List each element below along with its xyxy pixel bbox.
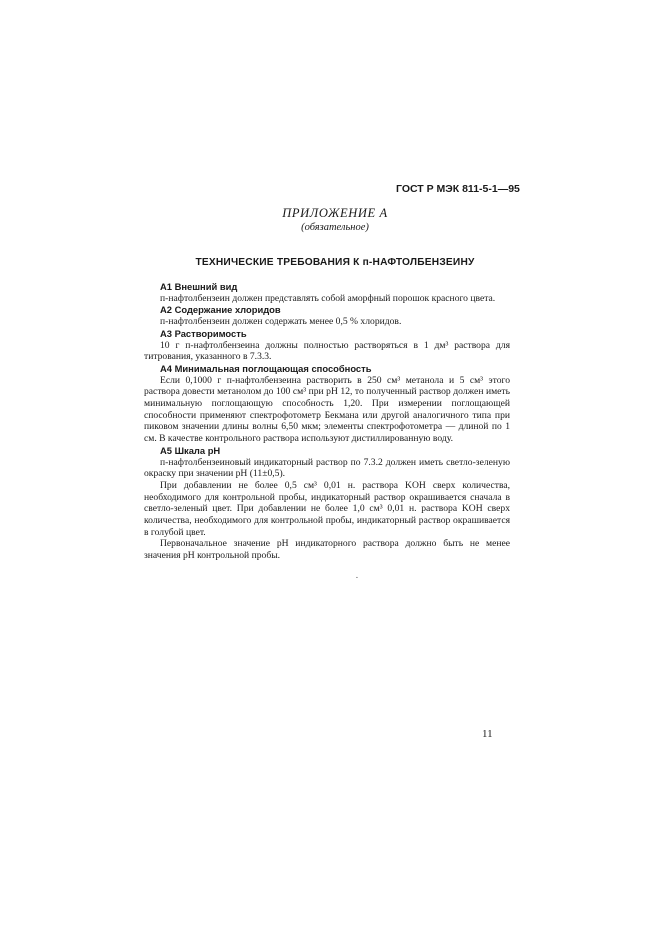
section-heading: А5 Шкала pH bbox=[160, 444, 221, 456]
section-paragraph: Если 0,1000 г п-нафтолбензеина растворить в 250 см³ метанола и 5 см³ этого раствора довести метанолом до 100 см³ при pH 12, то полученный раствор должен иметь минимальную поглощающую способность 1,20. При измерении поглощающей способности применяют спектрофотометр Бекмана или другой аналогичного типа при пиковом значении длины волны 6,50 мкм; элементы спектрофотометра — длиной по 1 см. В качестве контрольного раствора используют дистиллированную воду. bbox=[144, 374, 510, 445]
section-paragraph: 10 г п-нафтолбензеина должны полностью растворяться в 1 дм³ раствора для титрования, указанного в 7.3.3. bbox=[144, 339, 510, 363]
section-paragraph: п-нафтолбензеин должен содержать менее 0,5 % хлоридов. bbox=[160, 316, 402, 328]
document-title: ТЕХНИЧЕСКИЕ ТРЕБОВАНИЯ К п-НАФТОЛБЕНЗЕИНУ bbox=[195, 257, 475, 268]
section-paragraph: п-нафтолбензеин должен представлять собой аморфный порошок красного цвета. bbox=[160, 292, 496, 304]
section-a5 bbox=[144, 445, 510, 562]
section-a4 bbox=[144, 363, 510, 445]
section-paragraph: п-нафтолбензеиновый индикаторный раствор по 7.3.2 должен иметь светло-зеленую окраску при значении pH (11±0,5). bbox=[144, 456, 510, 480]
appendix-title: ПРИЛОЖЕНИЕ А bbox=[282, 206, 388, 220]
page-number: 11 bbox=[482, 728, 493, 740]
section-heading: А3 Растворимость bbox=[160, 327, 247, 339]
section-heading: А2 Содержание хлоридов bbox=[160, 304, 281, 316]
section-a2 bbox=[144, 304, 510, 327]
section-paragraph: При добавлении не более 0,5 см³ 0,01 н. раствора KOH сверх количества, необходимого для контрольной пробы, индикаторный раствор окрашивается сначала в светло-зеленый цвет. При добавлении не более 1,0 см³ 0,01 н. раствора KOH сверх количества, необходимого для контрольной пробы, индикаторный раствор окрашивается в голубой цвет. bbox=[144, 479, 510, 538]
document-body bbox=[144, 281, 510, 582]
appendix-note: (обязательное) bbox=[301, 222, 369, 233]
section-a1 bbox=[144, 281, 510, 304]
section-a3 bbox=[144, 328, 510, 363]
stray-mark: . bbox=[355, 569, 359, 581]
section-heading: А1 Внешний вид bbox=[160, 281, 238, 292]
section-paragraph: Первоначальное значение pH индикаторного раствора должно быть не менее значения pH контрольной пробы. bbox=[144, 538, 510, 562]
standard-code: ГОСТ Р МЭК 811-5-1—95 bbox=[396, 183, 520, 195]
section-heading: А4 Минимальная поглощающая способность bbox=[160, 362, 372, 374]
